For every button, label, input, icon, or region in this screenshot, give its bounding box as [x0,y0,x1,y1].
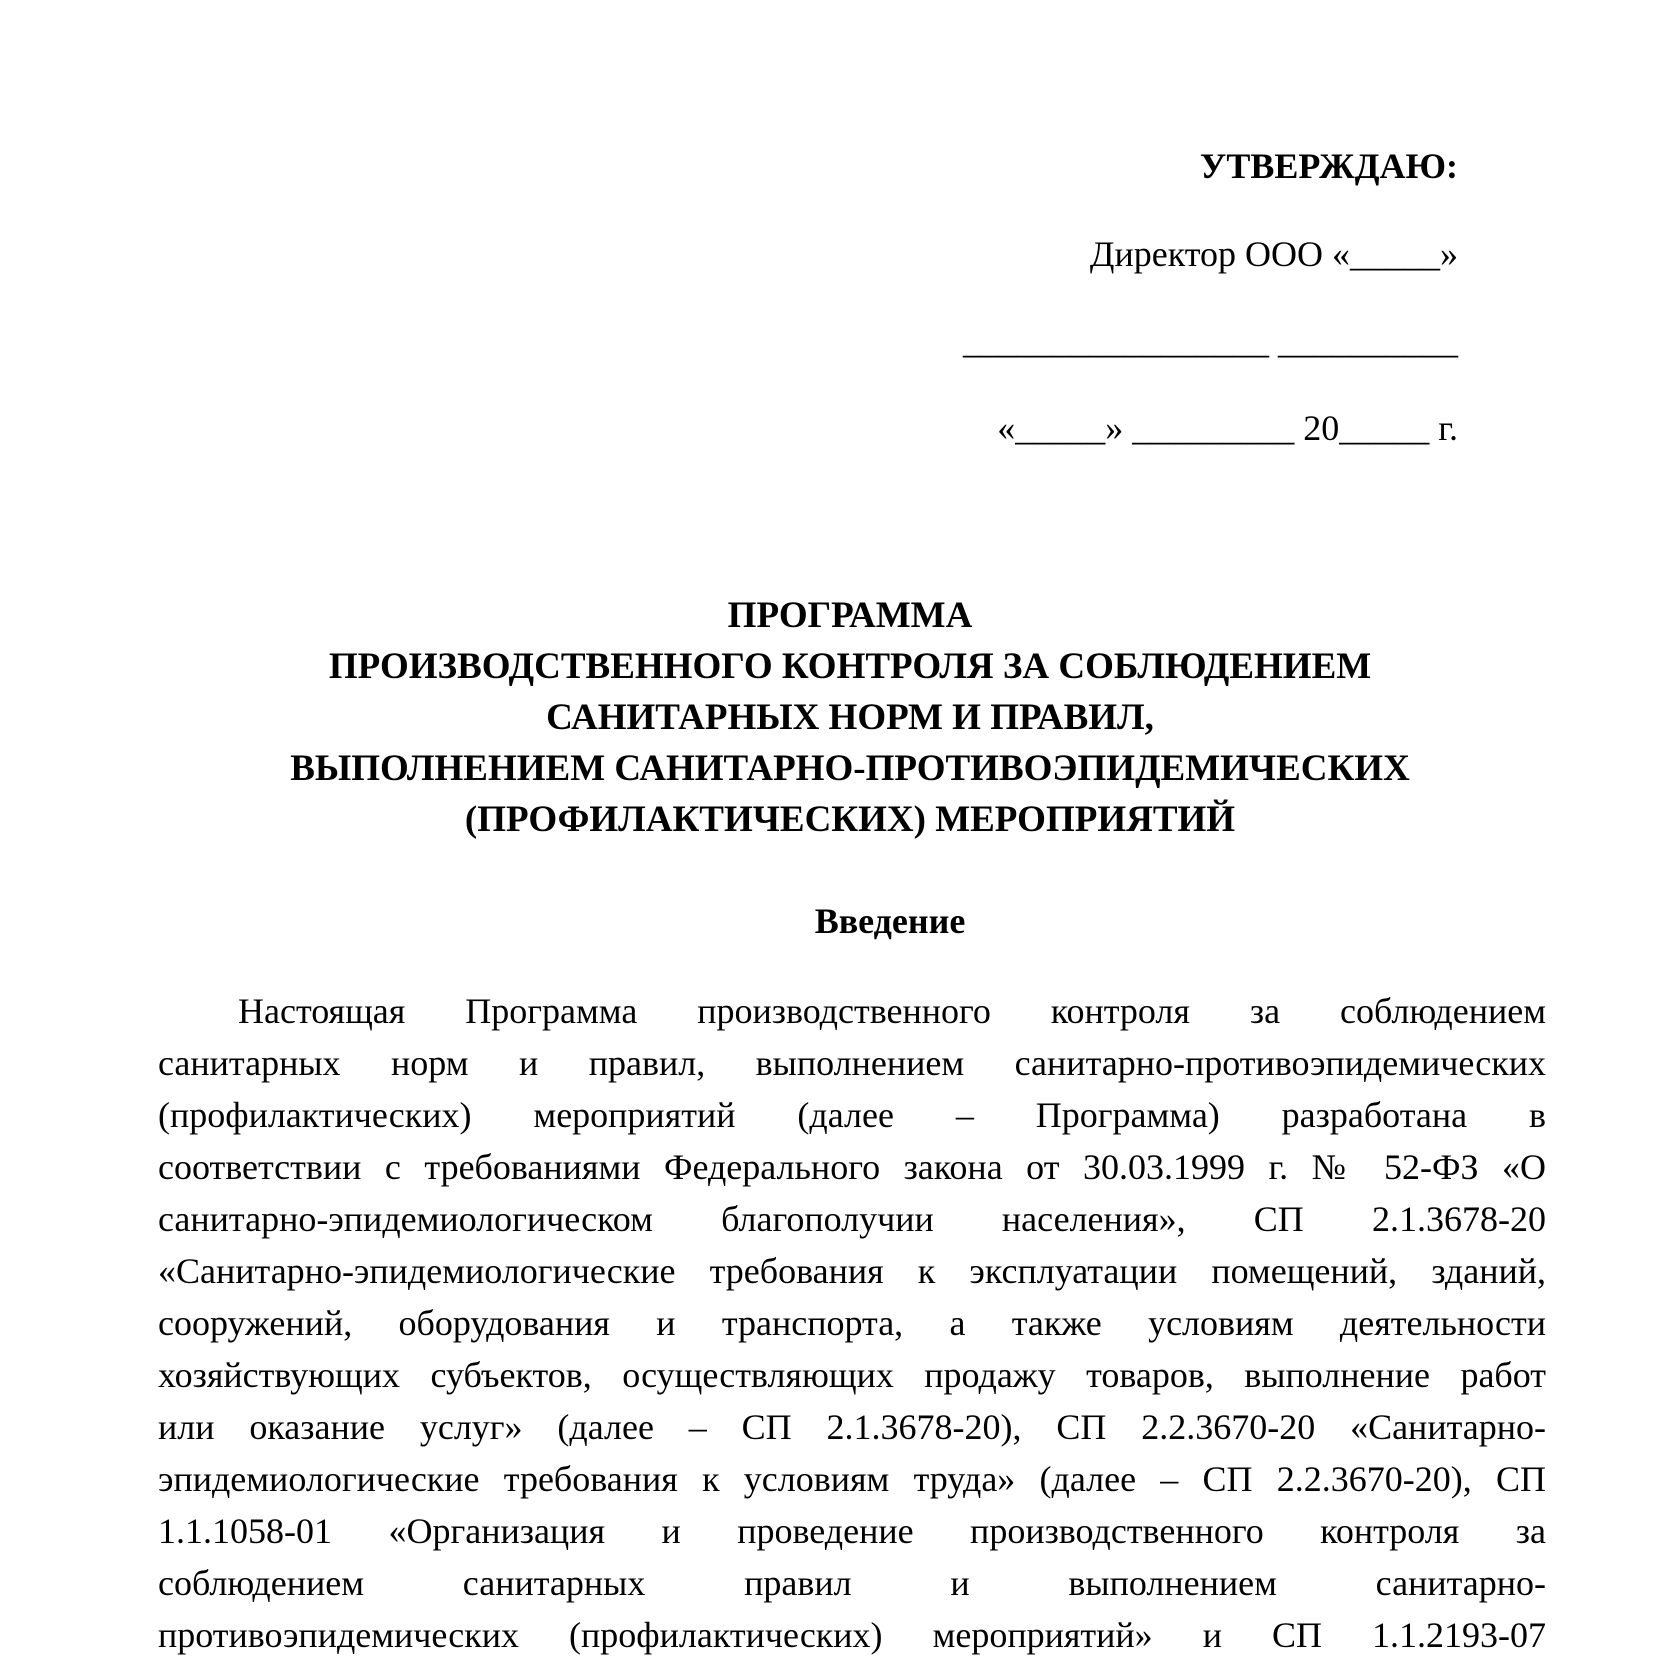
program-title-line: ВЫПОЛНЕНИЕМ САНИТАРНО-ПРОТИВОЭПИДЕМИЧЕСКИХ [290,748,1410,789]
introduction-paragraph [158,985,1546,1661]
paragraph-line: или оказание услуг» (далее – СП 2.1.3678-20), СП 2.2.3670-20 «Санитарно- [158,1407,1546,1447]
approval-date-line: «_____» _________ 20_____ г. [997,408,1458,448]
approval-block [963,146,1458,448]
paragraph-line: эпидемиологические требования к условиям труда» (далее – СП 2.2.3670-20), СП [158,1459,1546,1499]
paragraph-line: (профилактических) мероприятий (далее – Программа) разработана в [158,1095,1546,1135]
program-title-line: САНИТАРНЫХ НОРМ И ПРАВИЛ, [546,697,1154,738]
paragraph-line: сооружений, оборудования и транспорта, а также условиям деятельности [158,1303,1546,1343]
paragraph-line: Настоящая Программа производственного контроля за соблюдением [238,991,1546,1031]
paragraph-line: санитарных норм и правил, выполнением санитарно-противоэпидемических [158,1043,1546,1083]
paragraph-line: соблюдением санитарных правил и выполнением санитарно- [158,1563,1546,1603]
introduction-heading: Введение [814,901,966,941]
program-title [160,590,1540,845]
paragraph-line: санитарно-эпидемиологическом благополучии населения», СП 2.1.3678-20 [158,1199,1546,1239]
paragraph-line: хозяйствующих субъектов, осуществляющих продажу товаров, выполнение работ [158,1355,1546,1395]
approval-signature-line: _________________ __________ [963,321,1458,361]
paragraph-line: «Санитарно-эпидемиологические требования к эксплуатации помещений, зданий, [158,1251,1546,1291]
paragraph-line: противоэпидемических (профилактических) мероприятий» и СП 1.1.2193-07 [158,1615,1546,1655]
program-title-line: (ПРОФИЛАКТИЧЕСКИХ) МЕРОПРИЯТИЙ [464,799,1236,840]
program-title-line: ПРОГРАММА [727,595,973,636]
approval-director: Директор ООО «_____» [1089,234,1458,274]
program-title-line: ПРОИЗВОДСТВЕННОГО КОНТРОЛЯ ЗА СОБЛЮДЕНИЕМ [328,646,1372,687]
paragraph-line: 1.1.1058-01 «Организация и проведение производственного контроля за [158,1511,1546,1551]
paragraph-line: соответствии с требованиями Федерального закона от 30.03.1999 г. № 52-ФЗ «О [158,1147,1546,1187]
approval-title: УТВЕРЖДАЮ: [1199,146,1458,186]
